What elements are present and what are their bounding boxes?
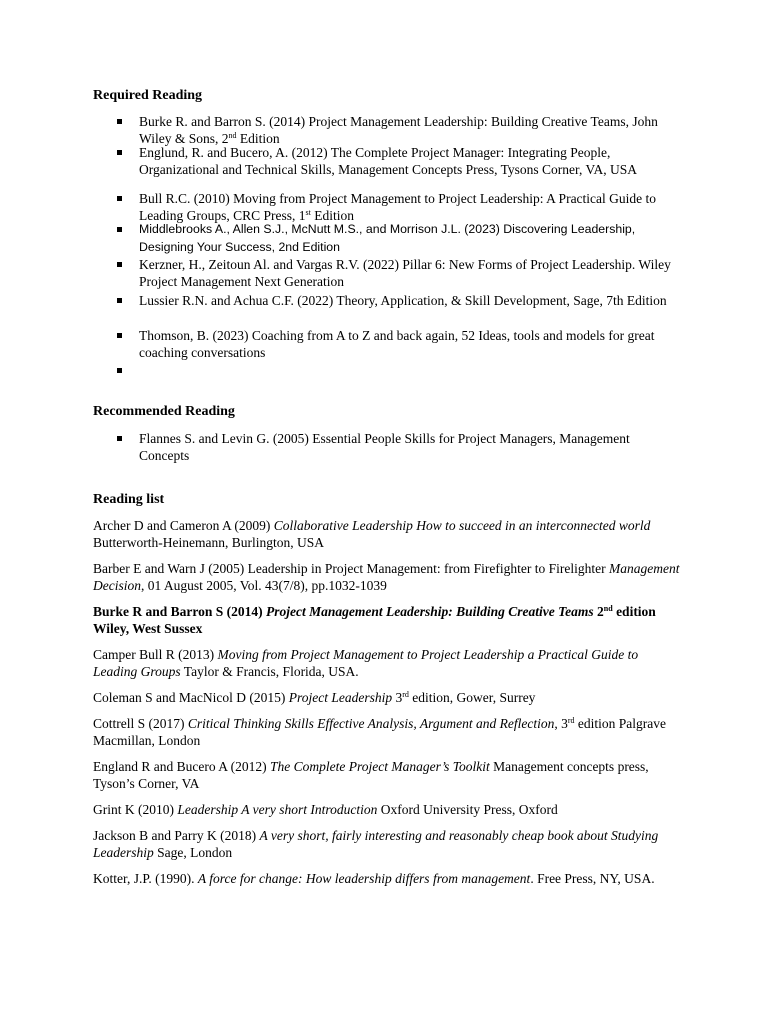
list-item-text: Flannes S. and Levin G. (2005) Essential People Skills for Project Managers, Management Concepts bbox=[139, 431, 630, 463]
reading-list-heading: Reading list bbox=[93, 492, 165, 507]
bullet-icon bbox=[117, 150, 122, 155]
reference-entry: England R and Bucero A (2012) The Complete Project Manager’s Toolkit Management concepts press, Tyson’s Corner, VA bbox=[93, 759, 649, 791]
list-item-text: Lussier R.N. and Achua C.F. (2022) Theory, Application, & Skill Development, Sage, 7th Edition bbox=[139, 293, 667, 308]
required-reading-heading: Required Reading bbox=[93, 88, 203, 103]
bullet-icon bbox=[117, 119, 122, 124]
bullet-icon bbox=[117, 262, 122, 267]
reference-entry: Barber E and Warn J (2005) Leadership in Project Management: from Firefighter to Firelighter Management Decision, 01 August 2005, Vol. 43(7/8), pp.1032-1039 bbox=[93, 561, 680, 593]
reference-entry: Burke R and Barron S (2014) Project Management Leadership: Building Creative Teams 2nd edition Wiley, West Sussex bbox=[93, 604, 656, 636]
reference-entry: Cottrell S (2017) Critical Thinking Skills Effective Analysis, Argument and Reflection, 3rd edition Palgrave Macmillan, London bbox=[93, 716, 666, 748]
bullet-icon bbox=[117, 227, 122, 232]
list-item-text: Thomson, B. (2023) Coaching from A to Z and back again, 52 Ideas, tools and models for great coaching conversations bbox=[139, 328, 655, 360]
reference-entry: Archer D and Cameron A (2009) Collaborative Leadership How to succeed in an interconnected world Butterworth-Heinemann, Burlington, USA bbox=[93, 518, 651, 550]
reference-entry: Coleman S and MacNicol D (2015) Project Leadership 3rd edition, Gower, Surrey bbox=[93, 690, 536, 705]
recommended-reading-heading: Recommended Reading bbox=[93, 404, 235, 419]
bullet-icon bbox=[117, 368, 122, 373]
reference-entry: Jackson B and Parry K (2018) A very short, fairly interesting and reasonably cheap book about Studying Leadership Sage, London bbox=[93, 828, 659, 860]
reference-entry: Grint K (2010) Leadership A very short Introduction Oxford University Press, Oxford bbox=[93, 802, 558, 817]
reference-entry: Camper Bull R (2013) Moving from Project Management to Project Leadership a Practical Guide to Leading Groups Taylor & Francis, Florida, USA. bbox=[93, 647, 639, 679]
list-item-text: Middlebrooks A., Allen S.J., McNutt M.S., and Morrison J.L. (2023) Discovering Leadership, Designing Your Success, 2nd Edition bbox=[139, 222, 636, 254]
bullet-icon bbox=[117, 196, 122, 201]
list-item-text: Englund, R. and Bucero, A. (2012) The Complete Project Manager: Integrating People, Organizational and Technical Skills, Management Concepts Press, Tysons Corner, VA, USA bbox=[139, 145, 638, 177]
bullet-icon bbox=[117, 333, 122, 338]
bullet-icon bbox=[117, 436, 122, 441]
list-item-text: Kerzner, H., Zeitoun Al. and Vargas R.V. (2022) Pillar 6: New Forms of Project Leadership. Wiley Project Management Next Generation bbox=[139, 257, 671, 289]
list-item-text: Bull R.C. (2010) Moving from Project Management to Project Leadership: A Practical Guide to Leading Groups, CRC Press, 1st Edition bbox=[139, 191, 657, 223]
reference-entry: Kotter, J.P. (1990). A force for change: How leadership differs from management. Free Press, NY, USA. bbox=[93, 871, 655, 886]
bullet-icon bbox=[117, 298, 122, 303]
list-item-text: Burke R. and Barron S. (2014) Project Management Leadership: Building Creative Teams, John Wiley & Sons, 2nd Edition bbox=[139, 114, 658, 146]
